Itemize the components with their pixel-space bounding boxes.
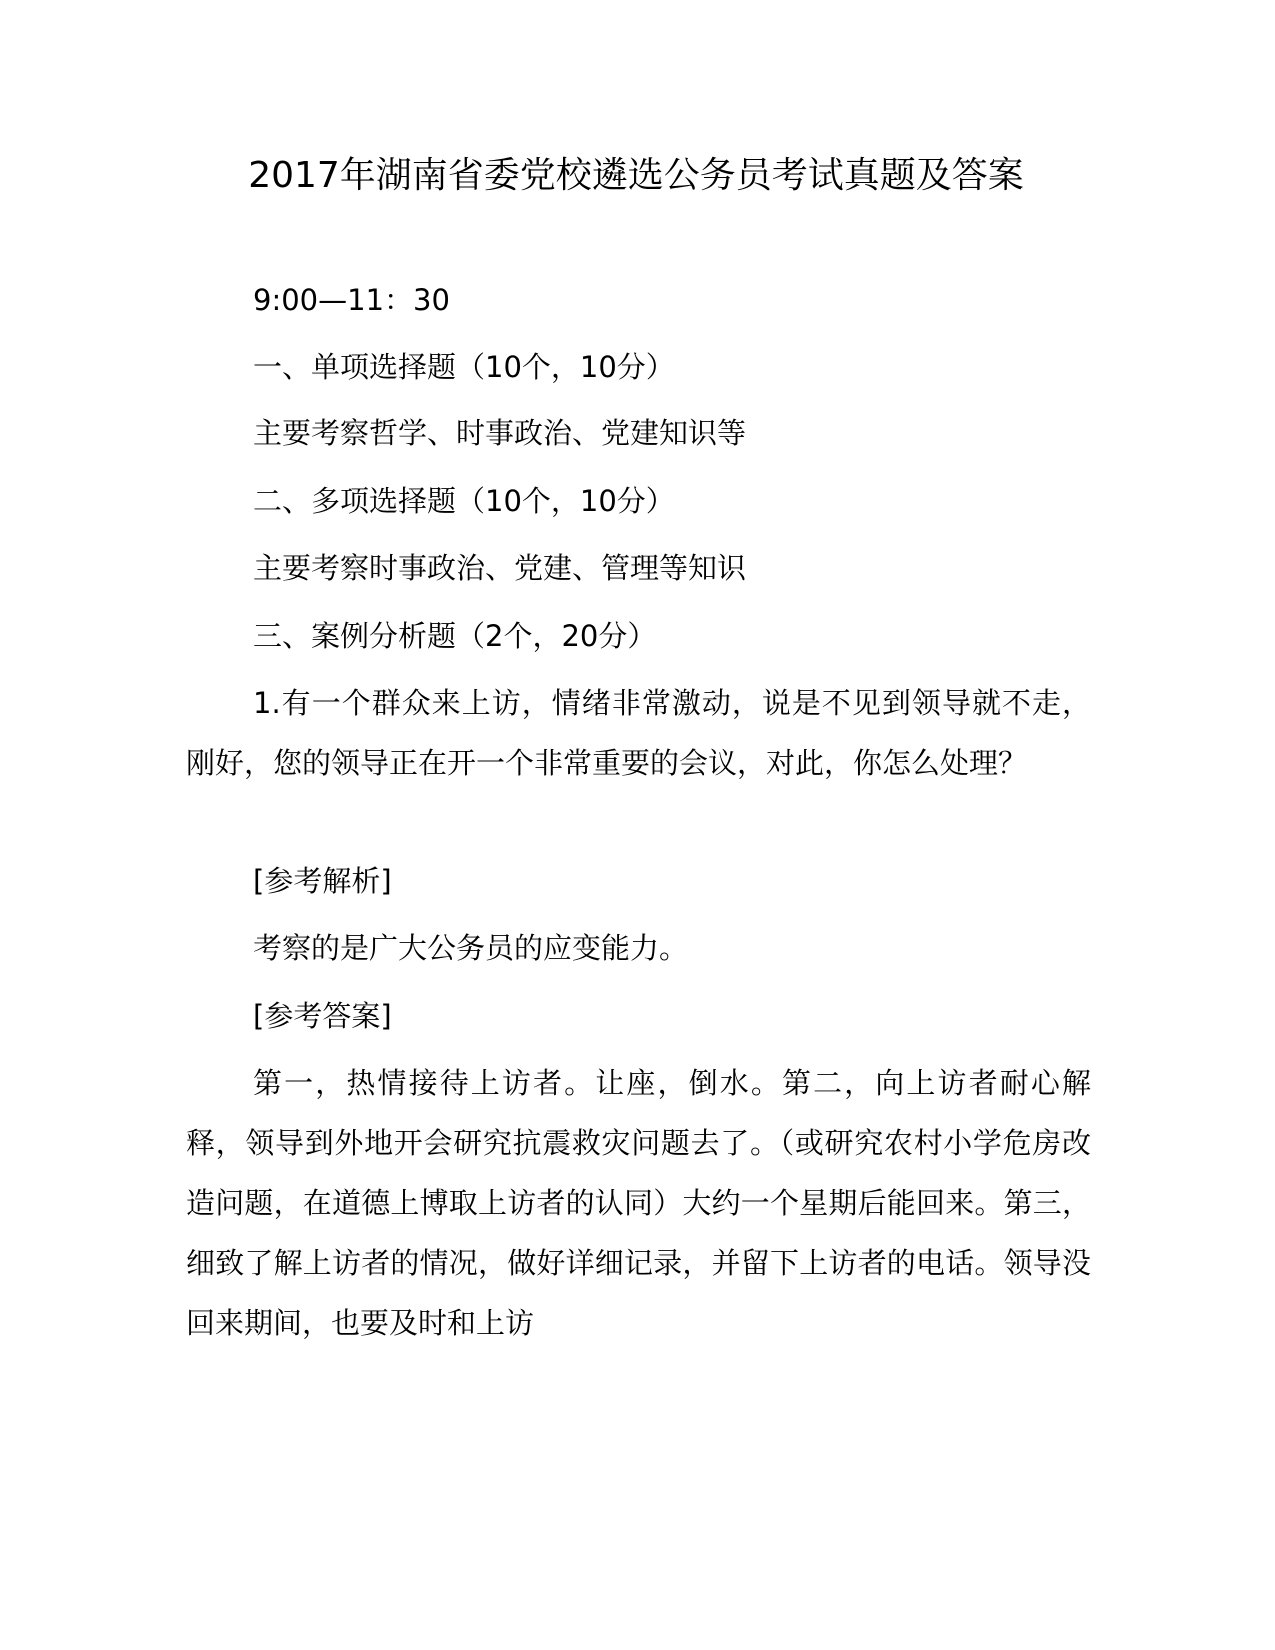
question-1: 1.有一个群众来上访，情绪非常激动，说是不见到领导就不走，刚好，您的领导正在开一个非常重要的会议，对此，你怎么处理？ <box>186 686 1091 780</box>
answer-text: 第一，热情接待上访者。让座，倒水。第二，向上访者耐心解释，领导到外地开会研究抗震救灾问题去了。（或研究农村小学危房改造问题，在道德上博取上访者的认同）大约一个星期后能回来。第三，细致了解上访者的情况，做好详细记录，并留下上访者的电话。领导没回来期间，也要及时和上访 <box>186 1066 1091 1340</box>
section2-note: 主要考察时事政治、党建、管理等知识 <box>253 551 747 585</box>
analysis-text: 考察的是广大公务员的应变能力。 <box>253 931 689 965</box>
analysis-label: [参考解析] <box>253 864 392 898</box>
section1-heading: 一、单项选择题（10个，10分） <box>253 350 675 384</box>
document-title: 2017年湖南省委党校遴选公务员考试真题及答案 <box>248 155 1024 196</box>
section3-heading: 三、案例分析题（2个，20分） <box>253 619 657 653</box>
section1-note: 主要考察哲学、时事政治、党建知识等 <box>253 416 747 450</box>
exam-time: 9:00—11：30 <box>253 283 450 317</box>
answer-label: [参考答案] <box>253 999 392 1033</box>
section2-heading: 二、多项选择题（10个，10分） <box>253 484 675 518</box>
